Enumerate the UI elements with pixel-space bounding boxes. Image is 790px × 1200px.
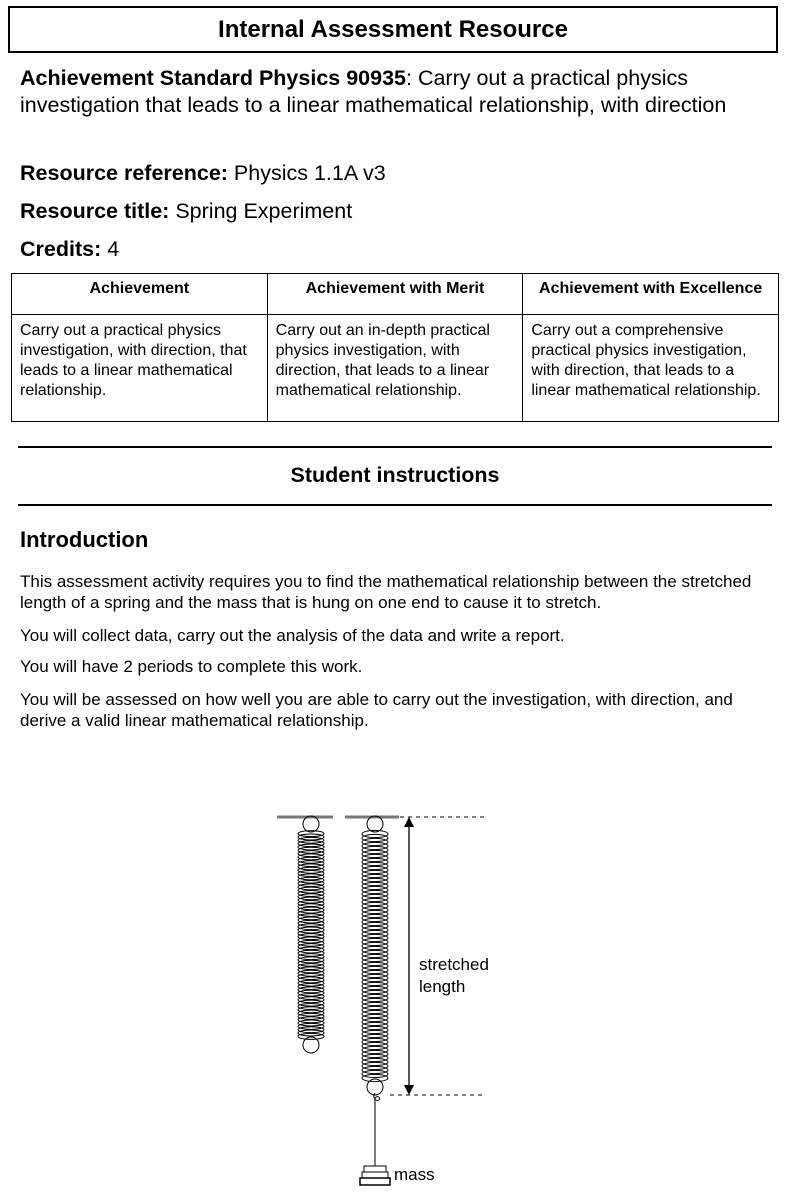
mass-weight xyxy=(360,1166,390,1185)
resource-reference-value: Physics 1.1A v3 xyxy=(227,161,386,185)
resource-title-label: Resource title: xyxy=(20,199,170,223)
criteria-cell-achievement: Carry out a practical physics investigation, with direction, that leads to a linear mathematical relationship. xyxy=(12,315,268,422)
resource-reference-label: Resource reference: xyxy=(20,161,228,185)
intro-paragraph: You will collect data, carry out the analysis of the data and write a report. xyxy=(20,626,565,645)
credits-value: 4 xyxy=(101,237,120,261)
intro-paragraph: You will be assessed on how well you are able to carry out the investigation, with direction, and derive a valid linear mathematical relationship. xyxy=(20,690,733,730)
standard-label: Achievement Standard Physics 90935 xyxy=(20,66,406,90)
student-instructions-heading: Student instructions xyxy=(290,463,500,487)
intro-paragraph: This assessment activity requires you to find the mathematical relationship between the stretched length of a spring and the mass that is hung on one end to cause it to stretch. xyxy=(20,572,752,612)
stretched-length-label-line1: stretched xyxy=(419,955,489,974)
intro-paragraph: You will have 2 periods to complete this work. xyxy=(20,657,363,676)
mass-string xyxy=(374,1093,380,1166)
criteria-header-merit: Achievement with Merit xyxy=(267,274,523,315)
unstretched-spring xyxy=(298,816,324,1053)
introduction-heading: Introduction xyxy=(20,527,149,552)
resource-title-value: Spring Experiment xyxy=(169,199,353,223)
criteria-cell-excellence: Carry out a comprehensive practical physics investigation, with direction, that leads to a linear mathematical relationship. xyxy=(523,315,779,422)
credits-label: Credits: xyxy=(20,237,102,261)
standard-description: : Carry out a practical physics investigation that leads to a linear mathematical relationship, with direction xyxy=(20,66,727,117)
stretched-length-label-line2: length xyxy=(419,977,466,996)
criteria-header-achievement: Achievement xyxy=(12,274,268,315)
criteria-header-excellence: Achievement with Excellence xyxy=(523,274,779,315)
criteria-cell-merit: Carry out an in-depth practical physics investigation, with direction, that leads to a linear mathematical relationship. xyxy=(267,315,523,422)
mass-label: mass xyxy=(394,1165,435,1184)
document-title: Internal Assessment Resource xyxy=(218,15,568,43)
stretched-spring xyxy=(362,816,388,1095)
